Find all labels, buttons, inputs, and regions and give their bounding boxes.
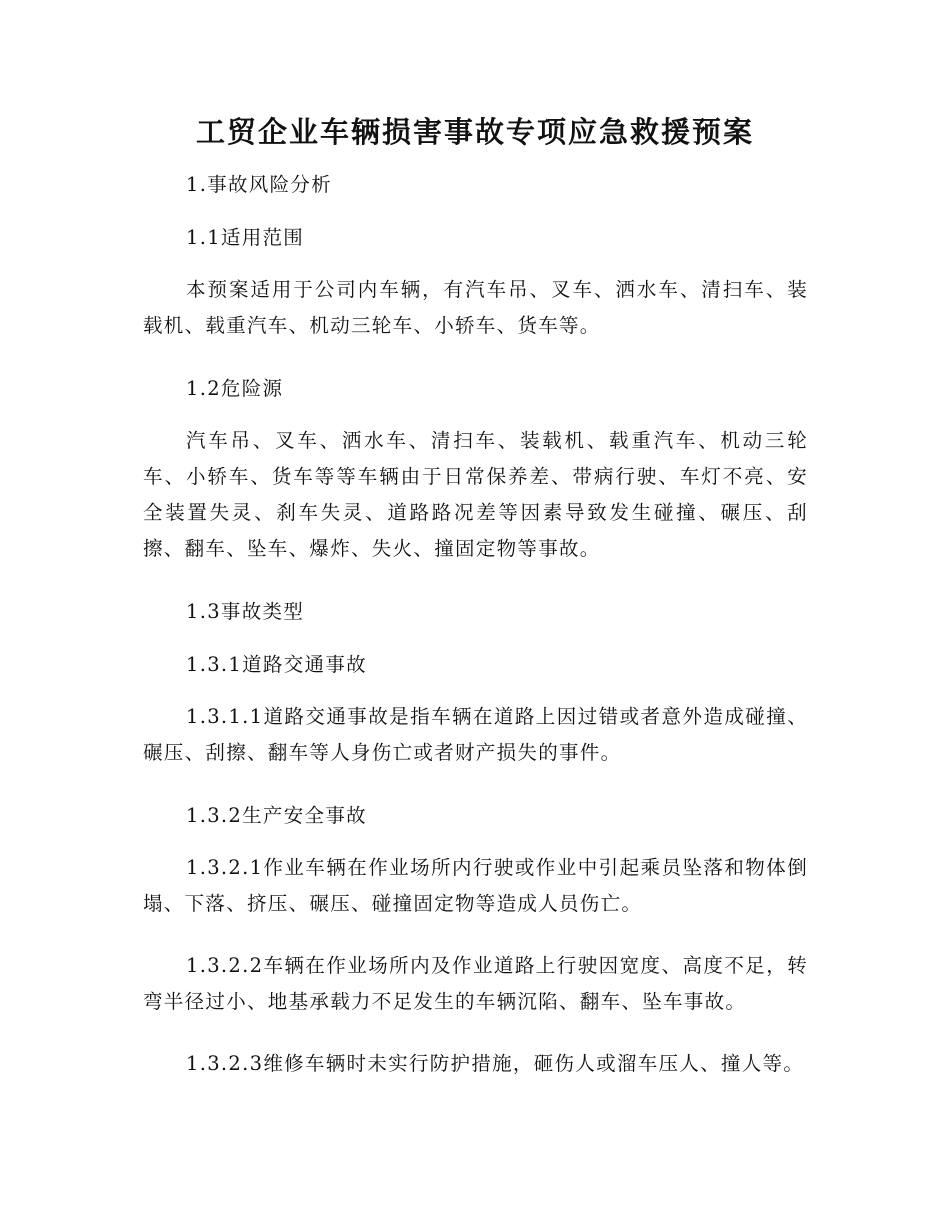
section-heading: 1.3.2生产安全事故	[186, 804, 367, 827]
body-paragraph: 1.3.1.1道路交通事故是指车辆在道路上因过错或者意外造成碰撞、碾压、刮擦、翻车等人身伤亡或者财产损失的事件。	[143, 705, 808, 764]
section-heading: 1.事故风险分析	[186, 173, 333, 196]
body-paragraph: 1.3.2.2车辆在作业场所内及作业道路上行驶因宽度、高度不足，转弯半径过小、地基承载力不足发生的车辆沉陷、翻车、坠车事故。	[143, 954, 808, 1013]
section-heading: 1.3.1道路交通事故	[186, 653, 367, 676]
body-paragraph: 1.3.2.3维修车辆时未实行防护措施，砸伤人或溜车压人、撞人等。	[186, 1052, 805, 1075]
section-heading: 1.3事故类型	[186, 600, 305, 623]
body-paragraph: 1.3.2.1作业车辆在作业场所内行驶或作业中引起乘员坠落和物体倒塌、下落、挤压、碾压、碰撞固定物等造成人员伤亡。	[143, 856, 808, 915]
body-paragraph: 本预案适用于公司内车辆，有汽车吊、叉车、洒水车、清扫车、装载机、载重汽车、机动三轮车、小轿车、货车等。	[143, 278, 808, 337]
section-heading: 1.2危险源	[186, 377, 284, 400]
document-title: 工贸企业车辆损害事故专项应急救援预案	[195, 115, 754, 149]
section-heading: 1.1适用范围	[186, 226, 305, 249]
body-paragraph: 汽车吊、叉车、洒水车、清扫车、装载机、载重汽车、机动三轮车、小轿车、货车等等车辆由于日常保养差、带病行驶、车灯不亮、安全装置失灵、刹车失灵、道路路况差等因素导致发生碰撞、碾压、刮擦、翻车、坠车、爆炸、失火、撞固定物等事故。	[143, 429, 808, 560]
document-body	[143, 166, 808, 1108]
